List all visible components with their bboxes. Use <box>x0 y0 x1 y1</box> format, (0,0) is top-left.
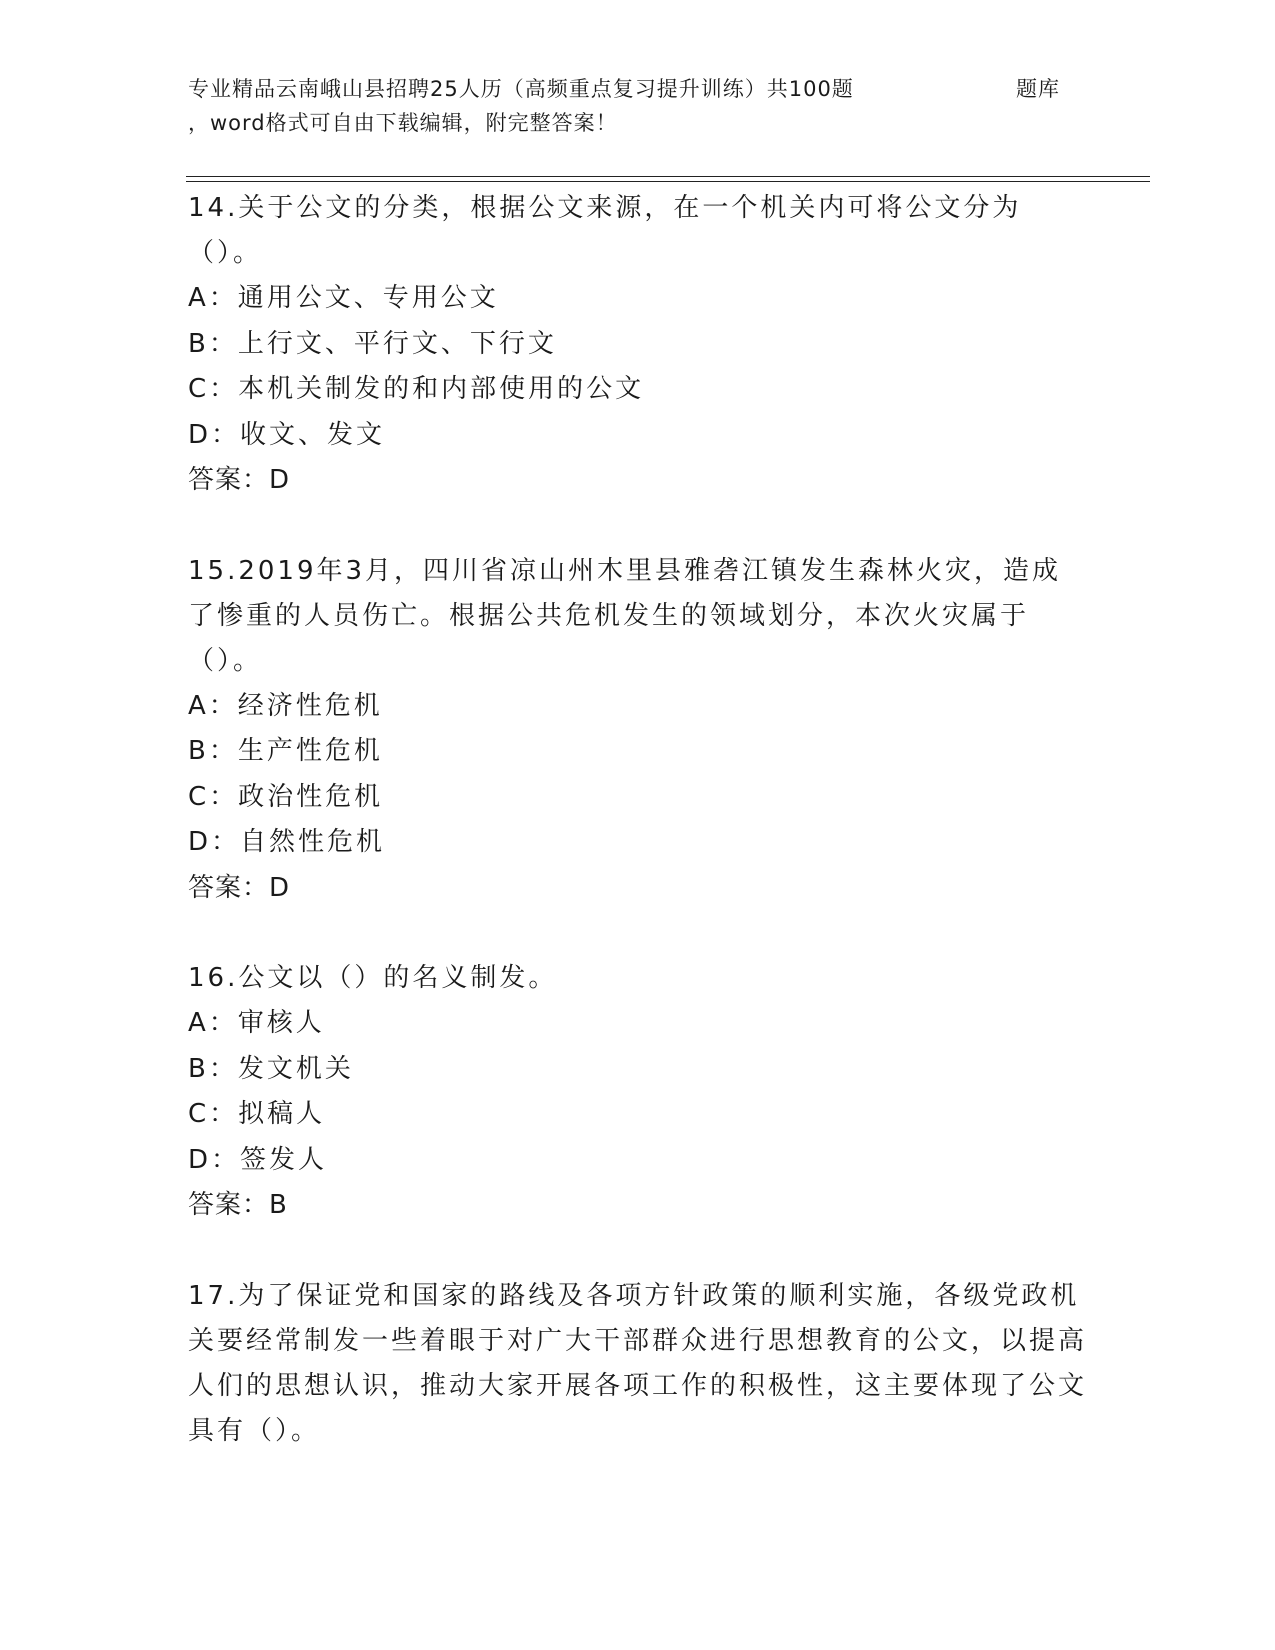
option-d: D：签发人 <box>188 1144 328 1175</box>
question-15 <box>188 549 1088 912</box>
answer: 答案：D <box>188 872 291 903</box>
option-a: A：审核人 <box>188 1008 325 1038</box>
question-14 <box>188 186 1088 504</box>
option-d: D：自然性危机 <box>188 827 386 857</box>
header-divider <box>186 176 1150 182</box>
header-title-line <box>188 72 1148 106</box>
question-list <box>188 186 1088 1499</box>
answer: 答案：D <box>188 465 291 495</box>
question-17 <box>188 1274 1088 1454</box>
answer: 答案：B <box>188 1190 288 1220</box>
option-b: B：生产性危机 <box>188 736 383 766</box>
option-b: B：上行文、平行文、下行文 <box>188 328 557 359</box>
question-stem: 15.2019年3月，四川省凉山州木里县雅砻江镇发生森林火灾，造成了惨重的人员伤亡。根据公共危机发生的领域划分，本次火灾属于（）。 <box>188 555 1062 676</box>
header-title: 专业精品云南峨山县招聘25人历（高频重点复习提升训练）共100题 <box>188 77 854 101</box>
option-d: D：收文、发文 <box>188 419 386 450</box>
question-stem: 14.关于公文的分类，根据公文来源，在一个机关内可将公文分为（）。 <box>188 193 1022 268</box>
option-c: C：本机关制发的和内部使用的公文 <box>188 374 645 404</box>
option-b: B：发文机关 <box>188 1053 354 1084</box>
question-stem: 16.公文以（）的名义制发。 <box>188 963 558 993</box>
option-c: C：政治性危机 <box>188 781 384 812</box>
option-c: C：拟稿人 <box>188 1099 326 1129</box>
question-stem: 17.为了保证党和国家的路线及各项方针政策的顺利实施，各级党政机关要经常制发一些着眼于对广大干部群众进行思想教育的公文，以提高人们的思想认识，推动大家开展各项工作的积极性，这主要体现了公文具有（）。 <box>188 1280 1088 1446</box>
question-16 <box>188 956 1088 1229</box>
header-subtitle: ，word格式可自由下载编辑，附完整答案！ <box>188 111 618 135</box>
option-a: A：通用公文、专用公文 <box>188 283 499 313</box>
page-header <box>188 72 1148 140</box>
option-a: A：经济性危机 <box>188 690 383 721</box>
header-tag: 题库 <box>1016 77 1060 101</box>
